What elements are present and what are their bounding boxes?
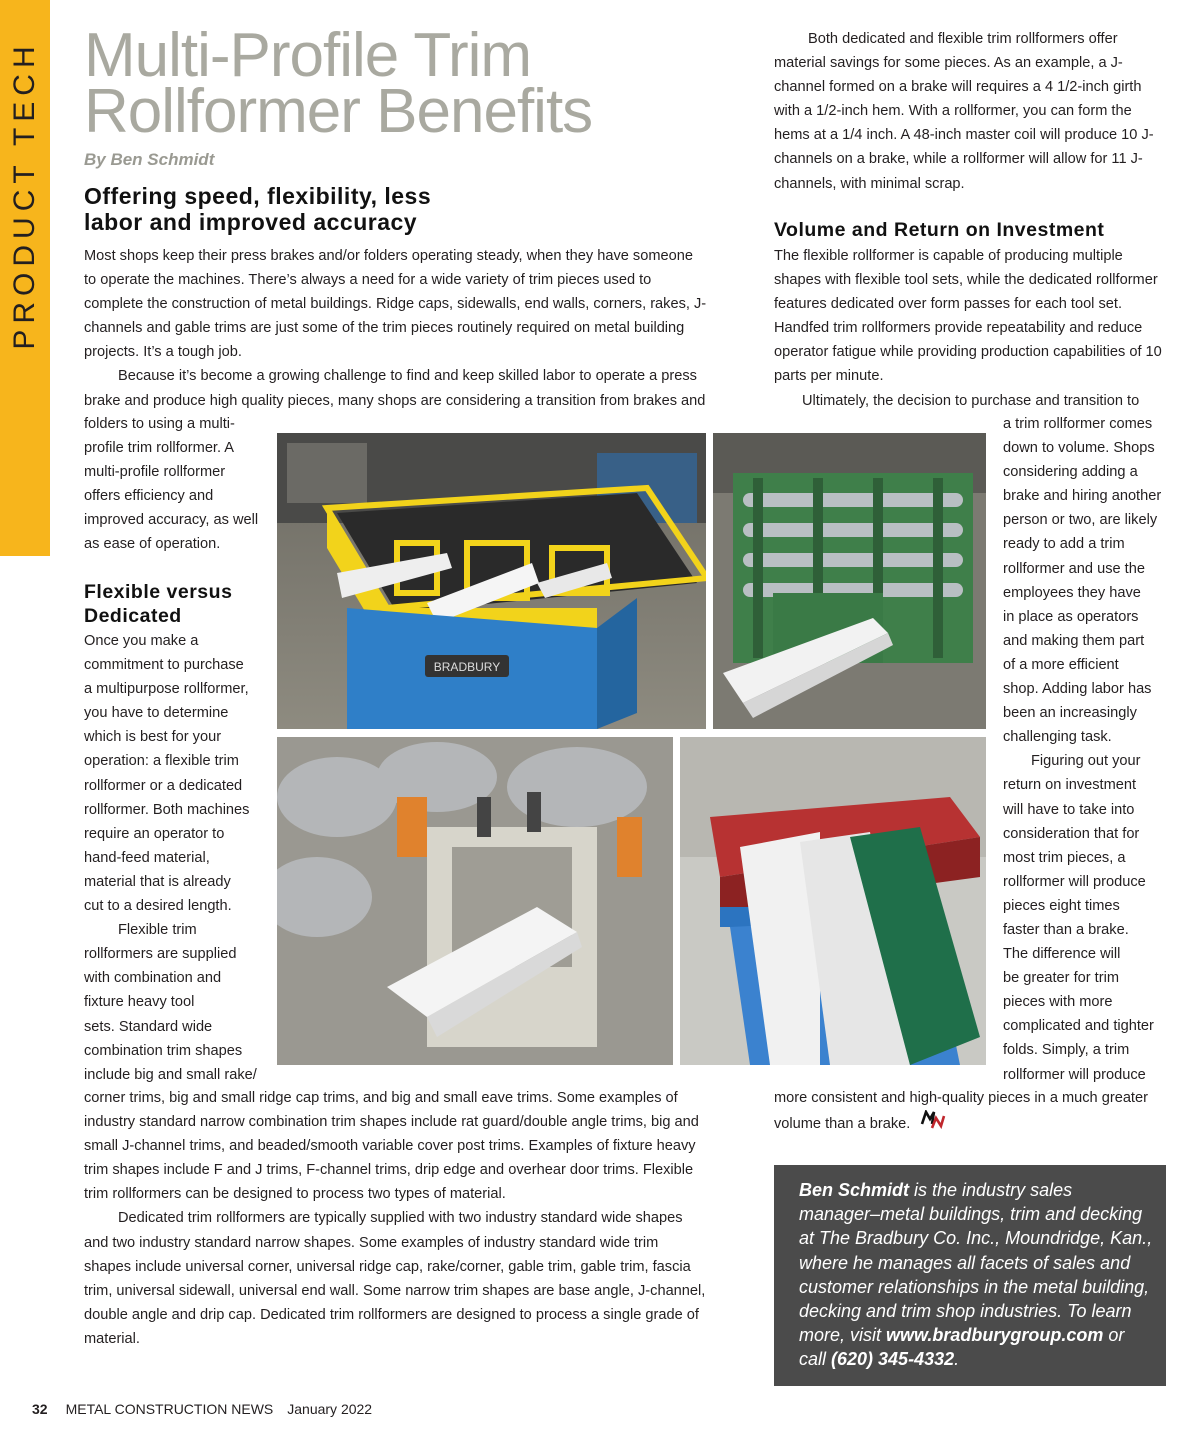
subhead-line-2: labor and improved accuracy [84,209,418,235]
text-line: improved accuracy, as well [84,512,259,529]
left-narrow-1 [84,412,274,557]
text-line: Figuring out your [1031,753,1141,770]
bio-text-2: or call [799,1325,1125,1370]
flexible-continued-paragraph: corner trims, big and small ridge cap trims, and big and small eave trims. Some examples of industry standard narrow combination trim shapes include rat guard/double angle trims, big and small J-channel trims, and beaded/smooth variable cover post trims. Examples of fixture heavy trim shapes include F and J trims, F-channel trims, drip edge and overhear door trims. Flexible trim rollformers can be designed to process two types of material. [84,1090,699,1203]
left-narrow-2 [84,629,274,1087]
heading-line-2: Dedicated [84,605,182,627]
text-line: volume than a brake. [774,1116,911,1132]
text-line: Once you make a [84,633,199,649]
heading-line-1: Flexible versus [84,581,233,603]
photo-rollformer-blue [277,433,706,729]
text-line: require an operator to [84,825,225,842]
title-line-2: Rollformer Benefits [84,77,593,146]
text-line: consideration that for [1003,825,1140,842]
text-line: most trim pieces, a [1003,849,1126,866]
right-end-block [774,1086,1174,1138]
text-line: pieces with more [1003,994,1113,1011]
text-line: been an increasingly [1003,705,1137,722]
photo-rollformer-red [680,737,986,1065]
text-line: fixture heavy tool [84,994,195,1011]
text-line: return on investment [1003,777,1137,794]
photo-roll-station [277,737,673,1065]
right-top-block [774,27,1166,196]
section-tab-label: PRODUCT TECH [8,40,41,350]
text-line: include big and small rake/ [84,1066,257,1083]
text-line: faster than a brake. [1003,921,1129,938]
intro-block [84,244,709,413]
bio-url-link[interactable]: www.bradburygroup.com [886,1325,1104,1346]
issue-date: January 2022 [287,1401,373,1417]
article-title [84,21,593,146]
text-line: brake and hiring another [1003,488,1162,505]
heading-flexible-dedicated [84,580,274,628]
text-line: Flexible trim [118,922,197,939]
text-line: material that is already [84,873,231,890]
volume-paragraph: The flexible rollformer is capable of producing multiple shapes with flexible tool sets, while the dedicated rollformer features dedicated over form passes for each tool set. Handfed trim rollformers provide repeatability and reduce operator fatigue while providing production capabilities of 10 parts per minute. [774,248,1162,385]
publication-name: METAL CONSTRUCTION NEWS [65,1401,274,1417]
text-line: rollformer and use the [1003,560,1145,577]
subhead [84,183,431,235]
text-line: challenging task. [1003,729,1112,746]
heading-volume-roi: Volume and Return on Investment [774,219,1105,241]
text-line: a trim rollformer comes [1003,416,1153,432]
text-line: operation: a flexible trim [84,753,239,770]
text-line: with combination and [84,970,222,987]
right-volume-block [774,244,1166,413]
left-bottom-block [84,1086,709,1351]
subhead-line-1: Offering speed, flexibility, less [84,183,432,209]
text-line: person or two, are likely [1003,512,1158,529]
intro-paragraph-2: Because it’s become a growing challenge to find and keep skilled labor to operate a press brake and produce high quality pieces, many shops are considering a transition from brakes and [84,368,706,409]
text-line: sets. Standard wide [84,1018,213,1035]
author-bio-text [799,1178,1154,1372]
text-line: of a more efficient [1003,656,1119,673]
text-line: offers efficiency and [84,488,214,505]
text-line: down to volume. Shops [1003,440,1155,457]
text-line: cut to a desired length. [84,898,232,915]
text-line: rollformer. Both machines [84,801,250,818]
text-line: rollformers are supplied [84,946,237,963]
text-line: rollformer will produce [1003,1066,1146,1083]
text-line: multi-profile rollformer [84,464,226,481]
text-line: hand-feed material, [84,849,210,866]
text-line: a multipurpose rollformer, [84,681,249,698]
text-line: The difference will [1003,946,1121,963]
author-name: Ben Schmidt [799,1180,910,1200]
byline: By Ben Schmidt [84,150,215,169]
author-bio-box [774,1165,1166,1386]
text-line: ready to add a trim [1003,536,1125,553]
intro-paragraph-1: Most shops keep their press brakes and/or folders operating steady, when they have someone to operate the machines. There’s always a need for a wide variety of trim pieces used to complete the construction of metal buildings. Ridge caps, sidewalls, end walls, corners, rakes, J-channels and gable trims are just some of the trim pieces routinely required on metal building projects. It’s a tough job. [84,248,707,361]
text-line: profile trim rollformer. A [84,440,235,457]
text-line: combination trim shapes [84,1042,243,1059]
section-tab [0,0,50,556]
savings-paragraph: Both dedicated and flexible trim rollformers offer material savings for some pieces. As an example, a J-channel formed on a brake will requires a 4 1/2-inch girth with a 1/2-inch hem. With a rollformer, you can form the hems at a 1/4 inch. A 48-inch master coil will produce 10 J-channels on a brake, while a rollformer will allow for 11 J-channels, with minimal scrap. [774,31,1154,192]
page-footer [32,1401,372,1417]
bio-end: . [954,1349,960,1370]
text-line: rollformer or a dedicated [84,777,243,794]
page-number: 32 [32,1401,48,1417]
text-line: as ease of operation. [84,536,221,553]
text-line: more consistent and high-quality pieces in a much greater [774,1090,1148,1106]
text-line: folds. Simply, a trim [1003,1042,1130,1059]
title-line-1: Multi-Profile Trim [84,21,532,90]
text-line: will have to take into [1003,801,1135,818]
text-line: rollformer will produce [1003,873,1146,890]
text-line: in place as operators [1003,608,1139,625]
right-narrow [1003,412,1173,1087]
bio-text-1: is the industry sales manager–metal buildings, trim and decking at The Bradbury Co. Inc., Moundridge, Kan., where he manages all facets of sales and customer relationships in the metal building, decking and trim shop industries. To learn more, visit [799,1180,1153,1346]
ultimately-line: Ultimately, the decision to purchase and transition to [802,392,1140,409]
text-line: pieces eight times [1003,897,1120,914]
text-line: which is best for your [84,729,222,746]
photo-rollformer-green [713,433,986,729]
mcn-end-mark-icon [920,1110,946,1138]
text-line: employees they have [1003,584,1141,601]
text-line: commitment to purchase [84,657,244,674]
text-line-with-logo [774,1110,1174,1138]
text-line: shop. Adding labor has [1003,681,1152,698]
bio-phone: (620) 345-4332 [831,1349,955,1370]
dedicated-paragraph: Dedicated trim rollformers are typically supplied with two industry standard wide shapes and two industry standard narrow shapes. Some examples of industry standard wide trim shapes include universal corner, universal ridge cap, rake/corner, gable trim, gable trim, fascia trim, universal sidewall, universal end wall. Some narrow trim shapes are base angle, J-channel, double angle and drip cap. Dedicated trim rollformers are designed to process a single grade of material. [84,1210,706,1347]
photo1-brand-label: BRADBURY [433,660,501,674]
text-line: considering adding a [1003,464,1138,481]
text-line: be greater for trim [1003,970,1119,987]
text-line: folders to using a multi- [84,416,235,432]
text-line: you have to determine [84,705,229,722]
text-line: complicated and tighter [1003,1018,1154,1035]
text-line: and making them part [1003,632,1145,649]
